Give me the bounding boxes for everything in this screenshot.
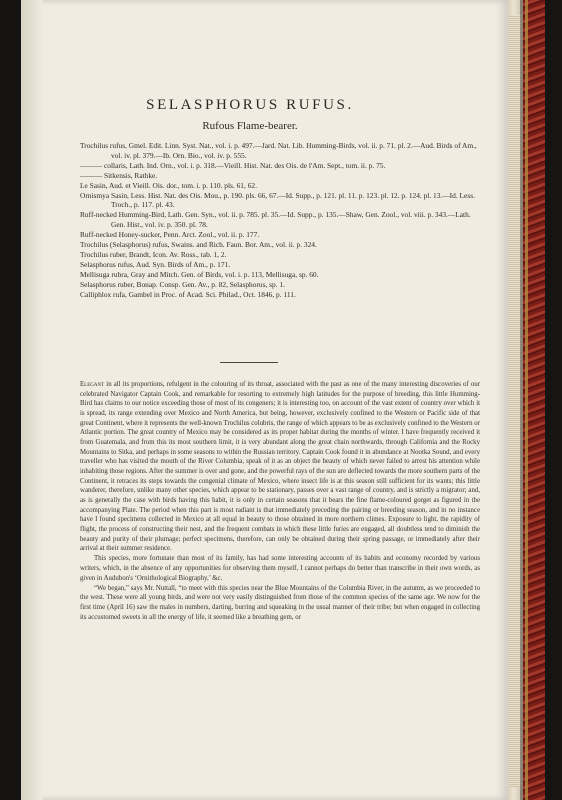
- background-right: [545, 0, 562, 800]
- synonymy-entry: Selasphorus rufus, Aud. Syn. Birds of Am., p. 171.: [80, 259, 231, 269]
- synonymy-entry: Mellisuga rubra, Gray and Mitch. Gen. of Birds, vol. i. p. 113, Mellisuga, sp. 60.: [80, 269, 319, 279]
- page-gutter: [21, 0, 43, 800]
- synonymy-entry: Ruff-necked Humming-Bird, Lath. Gen. Syn., vol. ii. p. 785. pl. 35.—Id. Supp., p. 135.—Shaw, Gen. Zool., vol. viii. p. 343.—Lath. Gen. Hist., vol. iv. p. 350. pl. 78.: [80, 210, 471, 230]
- synonymy-entry: Le Sasin, Aud. et Vieill. Ois. dor., tom. i. p. 110. pls. 61, 62.: [80, 180, 257, 190]
- synonymy-entry: Trochilus rufus, Gmel. Edit. Linn. Syst. Nat., vol. i. p. 497.—Jard. Nat. Lib. Humming-Birds, vol. ii. p. 71. pl. 2.—Aud. Birds of Am., vol. iv. pl. 379.—Ib. Orn. Bio., vol. iv. p. 555.: [80, 141, 477, 160]
- body-paragraph: “We began,” says Mr. Nuttall, “to meet with this species near the Blue Mountains of the Columbia River, in the autumn, as we proceeded to the west. These were all young birds, and were not very easily distinguished from those of the common species of the same age. We now for the first time (April 16) saw the males in numbers, darting, burring and squeaking in the usual manner of their tribe; but when engaged in collecting its accustomed sweets in all the energy of life, it seemed like a breathing gem, or: [80, 584, 480, 621]
- page-title: SELASPHORUS RUFUS.: [146, 97, 354, 113]
- synonymy-entry: Selasphorus ruber, Bonap. Consp. Gen. Av., p. 82, Selasphorus, sp. 1.: [80, 279, 285, 289]
- page-subtitle: Rufous Flame-bearer.: [202, 120, 298, 132]
- drop-word: Elegant: [80, 381, 105, 388]
- synonymy-entry: Trochilus ruber, Brandt, Icon. Av. Ross., tab. 1, 2.: [80, 249, 227, 259]
- synonymy-entry: ——— Sitkensis, Rathke.: [80, 170, 158, 180]
- synonymy-entry: Trochilus (Selasphorus) rufus, Swains. and Rich. Faun. Bor. Am., vol. ii. p. 324.: [80, 240, 317, 250]
- synonymy-entry: Ornismya Sasin, Less. Hist. Nat. des Ois. Mou., p. 190. pls. 66, 67.—Id. Supp., p. 121. pl. 11. p. 123. pl. 12. p. 124. pl. 13.—Id. Less. Troch., p. 117. pl. 43.: [80, 190, 475, 210]
- background-left: [0, 0, 21, 800]
- synonymy-list: [80, 141, 480, 300]
- body-text: [80, 380, 480, 623]
- synonymy-entry: Calliphlox rufa, Gambel in Proc. of Acad. Sci. Philad., Oct. 1846, p. 111.: [80, 289, 296, 299]
- section-divider: [220, 362, 278, 363]
- synonymy-entry: Ruff-necked Honey-sucker, Penn. Arct. Zool., vol. ii. p. 177.: [80, 230, 260, 240]
- synonymy-entry: ——— collaris, Lath. Ind. Orn., vol. i. p. 318.—Vieill. Hist. Nat. des Ois. de l'Am. Sept., tom. ii. p. 75.: [80, 160, 386, 170]
- body-paragraph: This species, more fortunate than most of its family, has had some interesting accounts of its habits and economy recorded by various writers, which, in the absence of any opportunities for observing them myself, I cannot perhaps do better than transcribe in their own words, as given in Audubon's ‘Ornithological Biography,’ &c.: [80, 555, 480, 582]
- body-paragraph: [80, 380, 480, 554]
- paragraph-text: in all its proportions, refulgent in the colouring of its throat, associated with the past as one of the many interesting discoveries of our celebrated Navigator Captain Cook, and remarkable for resorting to extremely high latitudes for the purpose of breeding, this little Humming-Bird has claims to our notice exceeding those of most of its congeners; it is interesting too, on account of the vast extent of country over which it is spread, its range extending over Mexico and North America, but being, however, exclusively confined to the Western or Pacific side of that great Continent, where it represents the well-known Trochilus colubris, the range of which appears to be as exclusively confined to the Western or Atlantic portion. The great country of Mexico may be considered as its proper habitat during the months of winter. I have frequently received it from Guatemala, and from this its most southern limit, it is very abundant along the great chain northwards, through California and the Rocky Mountains to Sitka, and perhaps in some seasons to within the Russian territory. Captain Cook found it in abundance at Nootka Sound, and every traveller who has visited the mouth of the River Columbia, speak of it as an object the beauty of which never failed to arrest his attention while inhabiting those regions. After the summer is over and gone, and the powerful rays of the sun are deflected towards the more southern parts of the Continent, it retraces its steps towards the congenial climate of Mexico, where insect life is at this season still sufficient for its wants; this little wanderer, therefore, unlike many other species, which appear to be stationary, passes over a vast range of country, and is strictly a migrator; and, as is generally the case with birds having this habit, it is only in certain seasons that it bears the fine flame-coloured gorget as figured in the accompanying Plate. The period when this part is most radiant is that immediately preceding the pairing or breeding season, and in no instance have I found specimens collected in Mexico at all equal in beauty to those obtained in more northern climes. Exposure to light, the rapidity of flight, the process of constructing their nest, and the frequent combats in which these little furies are engaged, all doubtless tend to diminish the beauty and purity of their plumage; perfect specimens, therefore, can only be obtained during their spring passage, or immediately after their arrival at their summer residence.: [80, 381, 480, 553]
- cover-gilt-edge: [525, 0, 528, 800]
